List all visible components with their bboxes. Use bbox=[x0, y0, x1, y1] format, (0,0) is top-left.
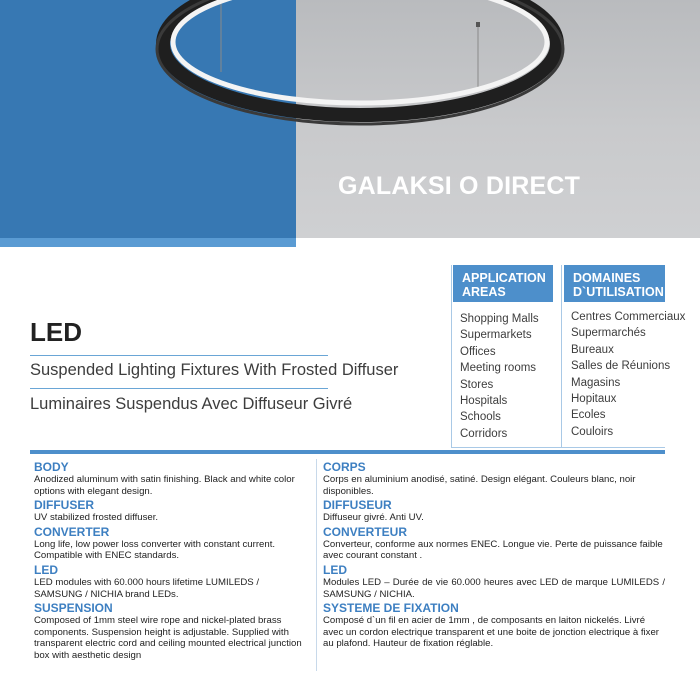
application-areas-header-line1: APPLICATION bbox=[462, 271, 546, 285]
hero-banner bbox=[0, 0, 700, 248]
list-item: Salles de Réunions bbox=[571, 360, 671, 373]
spec-text-diffuseur: Diffuseur givré. Anti UV. bbox=[323, 512, 424, 524]
list-item: Supermarkets bbox=[460, 329, 532, 342]
product-type-heading: LED bbox=[30, 317, 82, 347]
list-item: Magasins bbox=[571, 376, 621, 389]
subtitle-english: Suspended Lighting Fixtures With Frosted Diffuser bbox=[30, 361, 399, 379]
list-item: Corridors bbox=[460, 427, 508, 440]
ring-body bbox=[163, 0, 557, 115]
subtitle-rule-1 bbox=[30, 355, 328, 356]
spec-title-converteur: CONVERTEUR bbox=[323, 524, 408, 539]
application-areas-column bbox=[453, 265, 553, 442]
section-divider-bar bbox=[30, 450, 665, 454]
list-item: Schools bbox=[460, 411, 501, 424]
list-item: Shopping Malls bbox=[460, 313, 539, 325]
ring-lamp-image bbox=[0, 0, 700, 248]
specs-column-divider bbox=[316, 459, 317, 671]
spec-title-converter: CONVERTER bbox=[34, 524, 110, 539]
ring-diffuser bbox=[173, 0, 547, 103]
spec-text-converteur: Converteur, conforme aux normes ENEC. Longue vie. Perte de puissance faible avec courant constant . bbox=[323, 538, 663, 562]
spec-text-diffuser: UV stabilized frosted diffuser. bbox=[34, 512, 159, 524]
spec-title-led: LED bbox=[34, 562, 58, 577]
spec-text-body: Anodized aluminum with satin finishing. Black and white color options with elegant design. bbox=[34, 474, 295, 497]
list-item: Supermarchés bbox=[571, 327, 646, 340]
domaines-list bbox=[564, 309, 686, 440]
list-item: Stores bbox=[460, 378, 494, 391]
list-item: Ecoles bbox=[571, 409, 606, 422]
list-item: Hopitaux bbox=[571, 392, 617, 405]
spec-title-diffuseur: DIFFUSEUR bbox=[323, 498, 392, 513]
list-item: Offices bbox=[460, 345, 496, 358]
spec-text-led-fr: Modules LED – Durée de vie 60.000 heures avec LED de marque LUMILEDS / SAMSUNG / NICHIA. bbox=[323, 576, 665, 600]
application-areas-header-line2: AREAS bbox=[462, 285, 506, 299]
subtitle-rule-2 bbox=[30, 388, 328, 389]
product-name-title: GALAKSI O DIRECT bbox=[338, 172, 581, 200]
list-item: Meeting rooms bbox=[460, 362, 537, 375]
domaines-header-line1: DOMAINES bbox=[573, 271, 641, 285]
spec-text-fixation: Composé d`un fil en acier de 1mm , de composants en laiton nickelés. Livré avec un cordon electrique transparent et une boite de jonction electrique à fixer au plafond. Hauteur de fixation réglable. bbox=[323, 615, 659, 650]
spec-text-corps: Corps en aluminium anodisé, satiné. Design elégant. Couleurs blanc, noir disponibles. bbox=[323, 474, 636, 497]
domaines-header bbox=[564, 265, 665, 302]
spec-title-corps: CORPS bbox=[323, 460, 366, 474]
spec-title-diffuser: DIFFUSER bbox=[34, 498, 94, 513]
spec-title-body: BODY bbox=[34, 460, 69, 474]
domaines-column bbox=[564, 265, 686, 440]
application-areas-list bbox=[453, 311, 553, 442]
spec-title-suspension: SUSPENSION bbox=[34, 601, 113, 616]
list-item: Centres Commerciaux bbox=[571, 311, 686, 323]
application-areas-header bbox=[453, 265, 553, 302]
list-item: Hospitals bbox=[460, 394, 508, 407]
specs-english bbox=[34, 461, 308, 664]
list-item: Couloirs bbox=[571, 425, 614, 438]
spec-text-converter: Long life, low power loss converter with constant current. Compatible with ENEC standards. bbox=[34, 538, 276, 562]
areas-border-middle bbox=[561, 265, 562, 448]
subtitle-french: Luminaires Suspendus Avec Diffuseur Givré bbox=[30, 395, 353, 413]
spec-title-led-fr: LED bbox=[323, 562, 347, 577]
areas-border-left bbox=[451, 265, 452, 448]
list-item: Bureaux bbox=[571, 343, 614, 356]
spec-text-suspension: Composed of 1mm steel wire rope and nickel-plated brass components. Suspension height is adjustable. Supplied with transparent electric cord and ceiling mounted electrical junction box with aesthetic design bbox=[34, 615, 302, 661]
spec-text-led: LED modules with 60.000 hours lifetime LUMILEDS / SAMSUNG / NICHIA brand LEDs. bbox=[34, 576, 260, 600]
wire-clamp bbox=[476, 22, 480, 27]
areas-border-bottom bbox=[451, 447, 665, 448]
specs-french bbox=[323, 461, 665, 652]
spec-title-fixation: SYSTEME DE FIXATION bbox=[323, 601, 459, 616]
domaines-header-line2: D`UTILISATION bbox=[573, 285, 664, 299]
